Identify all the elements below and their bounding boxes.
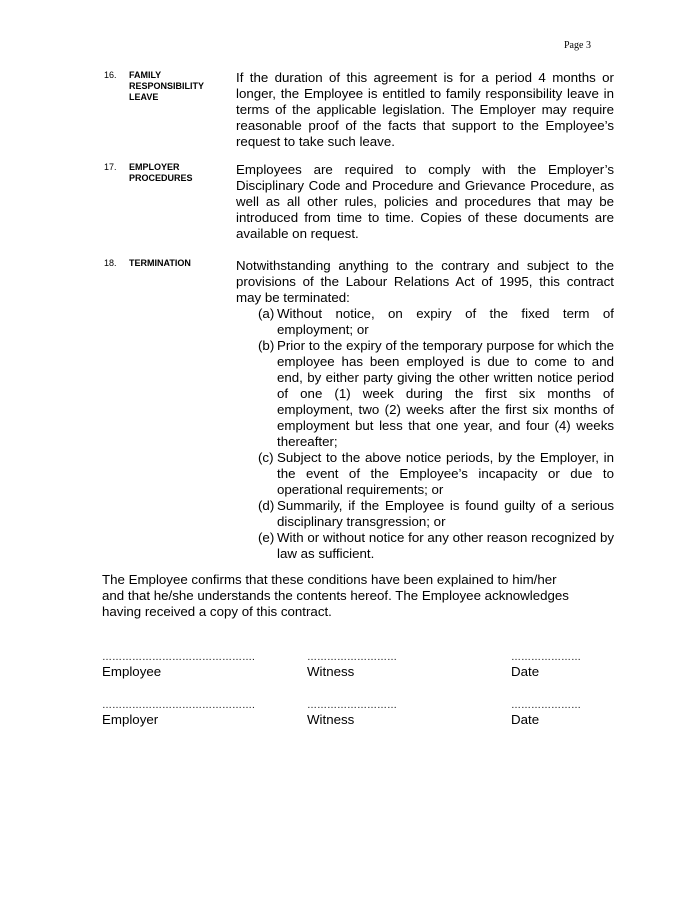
clause-number: 17. — [104, 162, 117, 172]
clause-17 — [104, 162, 614, 242]
list-item-text: Summarily, if the Employee is found guilty of a serious disciplinary transgression; or — [277, 498, 614, 529]
termination-list — [236, 306, 614, 562]
clause-heading: FAMILY RESPONSIBILITY LEAVE — [129, 70, 204, 102]
signature-line: ……………………… — [307, 700, 397, 711]
clause-text: Notwithstanding anything to the contrary and subject to the provisions of the Labour Relations Act of 1995, this contract may be terminated: — [236, 258, 614, 305]
list-marker: (e) — [258, 530, 275, 545]
clause-number: 16. — [104, 70, 117, 80]
list-marker: (c) — [258, 450, 274, 465]
signature-label: Employee — [102, 664, 162, 679]
signature-label: Date — [511, 712, 540, 727]
signature-line: ………………………………………. — [102, 652, 255, 663]
list-item — [236, 450, 614, 498]
clause-text: If the duration of this agreement is for a period 4 months or longer, the Employee is entitled to family responsibility leave in terms of the applicable legislation. The Employer may require reasonable proof of the facts that support to the Employee’s request to take such leave. — [236, 70, 614, 149]
clause-heading: TERMINATION — [129, 258, 191, 268]
signature-line: ………………… — [511, 652, 581, 663]
signature-label: Employer — [102, 712, 159, 727]
list-item — [236, 338, 614, 450]
signature-employer — [102, 701, 255, 728]
signature-employee — [102, 653, 255, 680]
clause-16 — [104, 70, 614, 150]
signature-label: Witness — [307, 712, 355, 727]
clause-18 — [104, 258, 614, 561]
list-item — [236, 306, 614, 338]
signature-line: ………………… — [511, 700, 581, 711]
signature-date-2 — [511, 701, 581, 728]
list-item-text: With or without notice for any other reason recognized by law as sufficient. — [277, 530, 614, 561]
confirmation-paragraph: The Employee confirms that these conditions have been explained to him/her and that he/she understands the contents hereof. The Employee acknowledges having received a copy of this contract. — [102, 572, 569, 619]
list-marker: (d) — [258, 498, 275, 513]
clause-heading: EMPLOYER PROCEDURES — [129, 162, 193, 183]
clause-body — [236, 258, 614, 562]
signature-witness-2 — [307, 701, 397, 728]
list-marker: (b) — [258, 338, 275, 353]
signature-date-1 — [511, 653, 581, 680]
signature-line: ……………………… — [307, 652, 397, 663]
list-marker: (a) — [258, 306, 275, 321]
page-number: Page 3 — [564, 40, 591, 51]
signature-label: Witness — [307, 664, 355, 679]
clause-number: 18. — [104, 258, 117, 268]
signature-witness-1 — [307, 653, 397, 680]
signature-label: Date — [511, 664, 540, 679]
list-item — [236, 530, 614, 562]
clause-text: Employees are required to comply with the Employer’s Disciplinary Code and Procedure and Grievance Procedure, as well as all other rules, policies and procedures that may be introduced from time to time. Copies of these documents are available on request. — [236, 162, 614, 241]
list-item-text: Subject to the above notice periods, by the Employer, in the event of the Employee’s incapacity or due to operational requirements; or — [277, 450, 614, 497]
signature-line: ………………………………………. — [102, 700, 255, 711]
list-item-text: Without notice, on expiry of the fixed term of employment; or — [277, 306, 614, 337]
list-item-text: Prior to the expiry of the temporary purpose for which the employee has been employed is due to come to and end, by either party giving the other written notice period of one (1) week during the first six months of employment, two (2) weeks after the first six months of employment but less that one year, and four (4) weeks thereafter; — [277, 338, 614, 449]
list-item — [236, 498, 614, 530]
